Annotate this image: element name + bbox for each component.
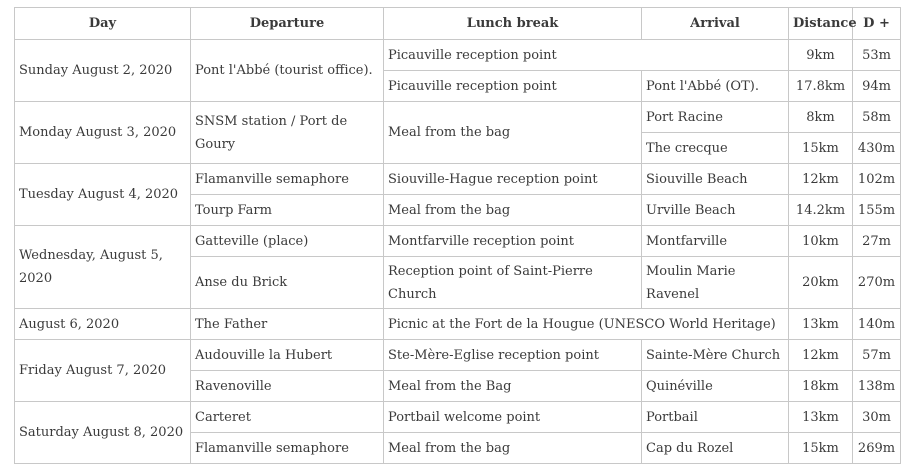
elevation-cell: 30m (853, 402, 901, 433)
distance-cell: 9km (789, 40, 853, 71)
distance-cell: 20km (789, 257, 853, 309)
table-row (15, 164, 901, 195)
departure-cell: Flamanville semaphore (191, 164, 384, 195)
departure-cell: Tourp Farm (191, 195, 384, 226)
departure-cell: Pont l'Abbé (tourist office). (191, 40, 384, 102)
lunch-cell: Siouville-Hague reception point (384, 164, 642, 195)
distance-cell: 12km (789, 340, 853, 371)
elevation-cell: 140m (853, 309, 901, 340)
elevation-cell: 138m (853, 371, 901, 402)
header-day: Day (15, 8, 191, 40)
distance-cell: 8km (789, 102, 853, 133)
day-cell: Saturday August 8, 2020 (15, 402, 191, 464)
distance-cell: 17.8km (789, 71, 853, 102)
distance-cell: 13km (789, 402, 853, 433)
elevation-cell: 102m (853, 164, 901, 195)
header-arrival: Arrival (642, 8, 789, 40)
lunch-cell: Meal from the bag (384, 102, 642, 164)
departure-cell: The Father (191, 309, 384, 340)
table-row (15, 309, 901, 340)
lunch-cell: Meal from the bag (384, 195, 642, 226)
distance-cell: 12km (789, 164, 853, 195)
day-cell: Sunday August 2, 2020 (15, 40, 191, 102)
day-cell: Friday August 7, 2020 (15, 340, 191, 402)
lunch-cell: Meal from the Bag (384, 371, 642, 402)
itinerary-table-container (14, 7, 901, 464)
day-cell: August 6, 2020 (15, 309, 191, 340)
table-row (15, 102, 901, 133)
lunch-cell: Reception point of Saint-Pierre Church (384, 257, 642, 309)
arrival-cell: Urville Beach (642, 195, 789, 226)
elevation-cell: 270m (853, 257, 901, 309)
day-cell: Tuesday August 4, 2020 (15, 164, 191, 226)
table-row (15, 402, 901, 433)
arrival-cell: Siouville Beach (642, 164, 789, 195)
table-row (15, 340, 901, 371)
arrival-cell: The crecque (642, 133, 789, 164)
arrival-cell: Quinéville (642, 371, 789, 402)
distance-cell: 10km (789, 226, 853, 257)
lunch-cell: Montfarville reception point (384, 226, 642, 257)
header-departure: Departure (191, 8, 384, 40)
distance-cell: 15km (789, 433, 853, 464)
lunch-cell: Picnic at the Fort de la Hougue (UNESCO World Heritage) (384, 309, 789, 340)
elevation-cell: 27m (853, 226, 901, 257)
elevation-cell: 155m (853, 195, 901, 226)
lunch-cell: Portbail welcome point (384, 402, 642, 433)
departure-cell: Gatteville (place) (191, 226, 384, 257)
arrival-cell: Moulin Marie Ravenel (642, 257, 789, 309)
arrival-cell: Port Racine (642, 102, 789, 133)
header-row (15, 8, 901, 40)
arrival-cell: Cap du Rozel (642, 433, 789, 464)
header-distance: Distance (789, 8, 853, 40)
header-lunch-break: Lunch break (384, 8, 642, 40)
departure-cell: SNSM station / Port de Goury (191, 102, 384, 164)
itinerary-table (14, 7, 901, 464)
departure-cell: Carteret (191, 402, 384, 433)
elevation-cell: 94m (853, 71, 901, 102)
day-cell: Monday August 3, 2020 (15, 102, 191, 164)
elevation-cell: 58m (853, 102, 901, 133)
arrival-cell: Pont l'Abbé (OT). (642, 71, 789, 102)
departure-cell: Ravenoville (191, 371, 384, 402)
distance-cell: 18km (789, 371, 853, 402)
departure-cell: Audouville la Hubert (191, 340, 384, 371)
departure-cell: Anse du Brick (191, 257, 384, 309)
elevation-cell: 430m (853, 133, 901, 164)
header-elevation-gain: D + (853, 8, 901, 40)
lunch-cell: Meal from the bag (384, 433, 642, 464)
lunch-cell: Picauville reception point (384, 71, 642, 102)
distance-cell: 14.2km (789, 195, 853, 226)
elevation-cell: 53m (853, 40, 901, 71)
table-row (15, 40, 901, 71)
distance-cell: 13km (789, 309, 853, 340)
table-row (15, 226, 901, 257)
arrival-cell: Montfarville (642, 226, 789, 257)
arrival-cell: Portbail (642, 402, 789, 433)
distance-cell: 15km (789, 133, 853, 164)
arrival-cell: Sainte-Mère Church (642, 340, 789, 371)
elevation-cell: 269m (853, 433, 901, 464)
departure-cell: Flamanville semaphore (191, 433, 384, 464)
elevation-cell: 57m (853, 340, 901, 371)
day-cell: Wednesday, August 5, 2020 (15, 226, 191, 309)
lunch-cell: Ste-Mère-Eglise reception point (384, 340, 642, 371)
lunch-cell: Picauville reception point (384, 40, 789, 71)
